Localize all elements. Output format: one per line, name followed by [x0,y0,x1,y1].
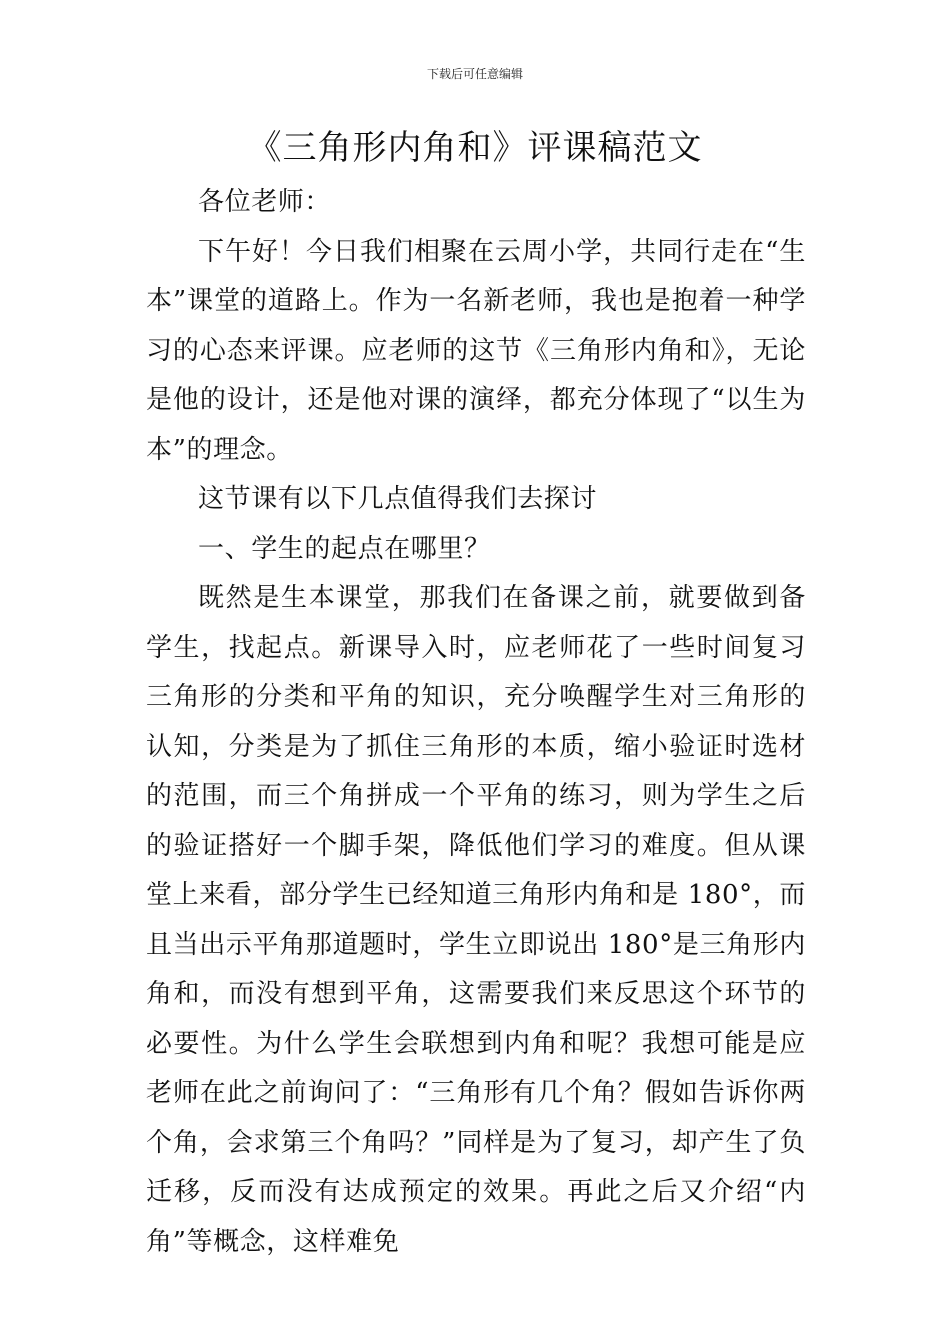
paragraph-intro: 这节课有以下几点值得我们去探讨 [198,484,598,514]
document-body [146,178,806,1267]
document-title: 《三角形内角和》评课稿范文 [247,128,703,168]
paragraph-greeting: 下午好！今日我们相聚在云周小学，共同行走在“生本”课堂的道路上。作为一名新老师，我也是抱着一种学习的心态来评课。应老师的这节《三角形内角和》，无论是他的设计，还是他对课的演绎，都充分体现了“以生为本”的理念。 [146,236,806,465]
header-note: 下载后可任意编辑 [426,67,523,81]
section-heading-1: 一、学生的起点在哪里？ [198,533,491,564]
paragraph-section-1: 既然是生本课堂，那我们在备课之前，就要做到备学生，找起点。新课导入时，应老师花了一些时间复习三角形的分类和平角的知识，充分唤醒学生对三角形的认知，分类是为了抓住三角形的本质，缩小验证时选材的范围，而三个角拼成一个平角的练习，则为学生之后的验证搭好一个脚手架，降低他们学习的难度。但从课堂上来看，部分学生已经知道三角形内角和是 180°，而且当出示平角那道题时，学生立即说出 180°是三角形内角和，而没有想到平角，这需要我们来反思这个环节的必要性。为什么学生会联想到内角和呢？我想可能是应老师在此之前询问了：“三角形有几个角？假如告诉你两个角，会求第三个角吗？”同样是为了复习，却产生了负迁移，反而没有达成预定的效果。再此之后又介绍“内角”等概念，这样难免 [146,583,806,1257]
salutation: 各位老师： [198,187,332,217]
